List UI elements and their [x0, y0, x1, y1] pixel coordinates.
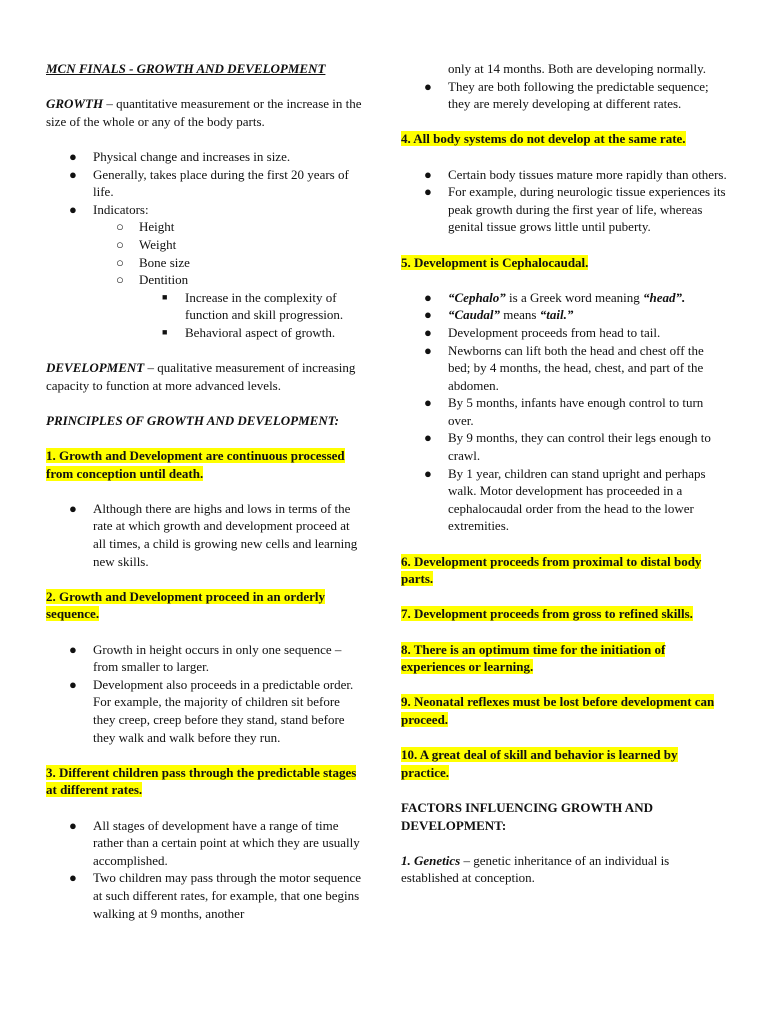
- principle-3-heading: [46, 764, 364, 799]
- list-item: [401, 465, 727, 535]
- principle-10-heading: [401, 746, 727, 781]
- list-item: [46, 289, 364, 324]
- principle-4-list: [401, 166, 727, 236]
- list-item: [46, 676, 364, 746]
- list-item-text: Behavioral aspect of growth.: [185, 324, 336, 340]
- principle-3-list-continued: [401, 78, 727, 113]
- circle-bullet-icon: ○: [116, 272, 124, 288]
- list-item: [401, 306, 727, 324]
- highlighted-heading: 3. Different children pass through the predictable stages at different rates.: [46, 764, 357, 798]
- principle-2-list: [46, 641, 364, 747]
- list-item-text: Dentition: [139, 272, 189, 288]
- list-item-text: They are both following the predictable sequence; they are merely developing at different rates.: [448, 78, 709, 112]
- caudal-term: “Caudal”: [448, 307, 501, 323]
- list-item-text: By 5 months, infants have enough control to turn over.: [448, 395, 704, 428]
- bullet-icon: ●: [424, 342, 432, 358]
- principle-9-heading: [401, 693, 727, 728]
- list-item-text: Weight: [139, 236, 177, 252]
- list-item: [401, 183, 727, 236]
- bullet-icon: ●: [69, 676, 77, 692]
- square-bullet-icon: ■: [162, 326, 168, 337]
- list-item: [401, 429, 727, 464]
- principle-4-heading: [401, 130, 727, 148]
- list-item: [46, 817, 364, 870]
- caudal-meaning: “tail.”: [539, 307, 574, 323]
- document-title: [46, 60, 364, 78]
- caudal-mid-text: means: [500, 307, 540, 323]
- bullet-icon: ●: [69, 641, 77, 657]
- principle-7-heading: [401, 605, 727, 623]
- development-definition: [46, 359, 364, 394]
- principles-heading: PRINCIPLES OF GROWTH AND DEVELOPMENT:: [46, 412, 340, 428]
- development-def-text: – qualitative measurement of increasing capacity to function at more advanced levels.: [46, 360, 356, 393]
- list-item-text: Height: [139, 219, 175, 235]
- list-item: [401, 289, 727, 307]
- list-item: [46, 254, 364, 272]
- list-item: [46, 201, 364, 219]
- list-item: [46, 869, 364, 922]
- list-item: [46, 236, 364, 254]
- list-item: [401, 324, 727, 342]
- cephalo-term: “Cephalo”: [448, 289, 506, 305]
- list-item-text: By 9 months, they can control their legs enough to crawl.: [448, 430, 711, 464]
- bullet-icon: ●: [424, 395, 432, 411]
- bullet-icon: ●: [424, 184, 432, 200]
- cephalo-mid-text: is a Greek word meaning: [505, 289, 643, 305]
- list-item-text: All stages of development have a range of time rather than a certain point at which they are usually accomplished.: [93, 817, 360, 868]
- bullet-icon: ●: [424, 166, 432, 182]
- list-item: [46, 271, 364, 289]
- bullet-icon: ●: [424, 465, 432, 481]
- list-item-text: Generally, takes place during the first 20 years of life.: [93, 166, 349, 200]
- list-item-text: Certain body tissues mature more rapidly than others.: [448, 166, 727, 182]
- list-item: [401, 166, 727, 184]
- bullet-icon: ●: [424, 324, 432, 340]
- list-item-text: Newborns can lift both the head and chest off the bed; by 4 months, the head, chest, and part of the abdomen.: [448, 342, 704, 393]
- genetics-def-text: – genetic inheritance of an individual is established at conception.: [401, 852, 670, 886]
- bullet-icon: ●: [69, 201, 77, 217]
- highlighted-heading: 5. Development is Cephalocaudal.: [401, 254, 589, 270]
- growth-definition: [46, 95, 364, 130]
- highlighted-heading: 7. Development proceeds from gross to refined skills.: [401, 606, 693, 622]
- square-bullet-icon: ■: [162, 291, 168, 302]
- principle-2-heading: [46, 588, 364, 623]
- list-item-text: Although there are highs and lows in terms of the rate at which growth and development proceed at all times, a child is growing new cells and learning new skills.: [93, 500, 358, 569]
- growth-term: GROWTH: [46, 96, 104, 112]
- highlighted-heading: 4. All body systems do not develop at the same rate.: [401, 131, 686, 147]
- list-item: [401, 394, 727, 429]
- list-item-text: Development also proceeds in a predictable order. For example, the majority of children sit before they creep, creep before they stand, stand before they walk and walk before they run.: [93, 676, 354, 745]
- circle-bullet-icon: ○: [116, 254, 124, 270]
- bullet-icon: ●: [424, 78, 432, 94]
- highlighted-heading: 6. Development proceeds from proximal to distal body parts.: [401, 553, 702, 587]
- principle-5-heading: [401, 254, 727, 272]
- bullet-icon: ●: [69, 166, 77, 182]
- title-text: MCN FINALS - GROWTH AND DEVELOPMENT: [46, 61, 326, 76]
- bullet-icon: ●: [69, 500, 77, 516]
- highlighted-heading: 10. A great deal of skill and behavior is learned by practice.: [401, 747, 678, 780]
- bullet-icon: ●: [424, 307, 432, 323]
- bullet-icon: ●: [69, 148, 77, 164]
- list-item-text: Bone size: [139, 254, 190, 270]
- left-column: [46, 60, 364, 922]
- growth-def-text: – quantitative measurement or the increase in the size of the whole or any of the body parts.: [46, 96, 362, 129]
- bullet-icon: ●: [424, 430, 432, 446]
- growth-bullet-list: [46, 148, 364, 342]
- cephalo-meaning: “head”.: [642, 289, 686, 305]
- list-item: [46, 166, 364, 201]
- highlighted-heading: 2. Growth and Development proceed in an orderly sequence.: [46, 588, 326, 622]
- principle-3-continuation: only at 14 months. Both are developing normally.: [448, 61, 707, 76]
- list-item-text: By 1 year, children can stand upright and perhaps walk. Motor development has proceeded in a cephalocaudal order from the head to the lower extremities.: [448, 465, 706, 534]
- genetics-term: 1. Genetics: [401, 852, 461, 868]
- list-item-text: Development proceeds from head to tail.: [448, 324, 661, 340]
- principle-3-list: [46, 817, 364, 923]
- factors-heading: FACTORS INFLUENCING GROWTH AND DEVELOPMENT:: [401, 799, 653, 833]
- principle-5-list: [401, 289, 727, 535]
- factor-1-genetics: [401, 852, 727, 887]
- list-item: [46, 218, 364, 236]
- list-item: [46, 148, 364, 166]
- highlighted-heading: 1. Growth and Development are continuous processed from conception until death.: [46, 448, 345, 481]
- list-item-text: Increase in the complexity of function and skill progression.: [185, 289, 344, 323]
- development-term: DEVELOPMENT: [46, 360, 145, 376]
- principle-6-heading: [401, 553, 727, 588]
- list-item: [46, 641, 364, 676]
- list-item: [401, 78, 727, 113]
- list-item: [46, 324, 364, 342]
- principle-1-heading: [46, 447, 364, 482]
- list-item-text: Indicators:: [93, 201, 149, 217]
- highlighted-heading: 9. Neonatal reflexes must be lost before development can proceed.: [401, 694, 715, 727]
- list-item-text: Growth in height occurs in only one sequence –from smaller to larger.: [93, 641, 342, 675]
- principle-8-heading: [401, 641, 727, 676]
- list-item-text: Physical change and increases in size.: [93, 148, 291, 164]
- circle-bullet-icon: ○: [116, 236, 124, 252]
- bullet-icon: ●: [69, 870, 77, 886]
- list-item-text: For example, during neurologic tissue experiences its peak growth during the first year of life, whereas genital tissue grows little until puberty.: [448, 184, 726, 235]
- bullet-icon: ●: [69, 817, 77, 833]
- list-item-text: Two children may pass through the motor sequence at such different rates, for example, that one begins walking at 9 months, another: [93, 870, 362, 921]
- list-item: [401, 342, 727, 395]
- bullet-icon: ●: [424, 289, 432, 305]
- highlighted-heading: 8. There is an optimum time for the initiation of experiences or learning.: [401, 641, 666, 675]
- right-column: [401, 60, 727, 887]
- list-item: [46, 500, 364, 570]
- principle-1-list: [46, 500, 364, 570]
- circle-bullet-icon: ○: [116, 219, 124, 235]
